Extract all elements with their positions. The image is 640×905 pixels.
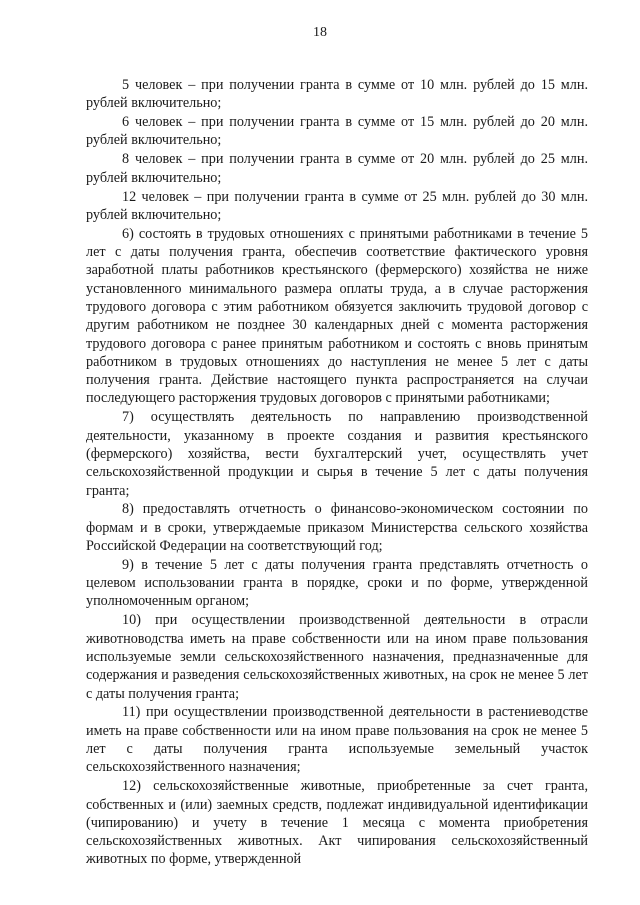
paragraph: 6 человек – при получении гранта в сумме от 15 млн. рублей до 20 млн. рублей включительно; (86, 114, 588, 149)
paragraph: 12 человек – при получении гранта в сумме от 25 млн. рублей до 30 млн. рублей включительно; (86, 188, 588, 223)
paragraph: 8) предоставлять отчетность о финансово-экономическом состоянии по формам и в сроки, утверждаемые приказом Министерства сельского хозяйства Российской Федерации на соответствующий год; (86, 501, 588, 554)
paragraph: 6) состоять в трудовых отношениях с принятыми работниками в течение 5 лет с даты получения гранта, обеспечив соответствие фактического уровня заработной платы работников крестьянского (фермерского) хозяйства не ниже установленного минимального размера оплаты труда, а в случае расторжения трудового договора с этим работником обязуется заключить трудовой договор с другим работником не позднее 30 календарных дней с момента расторжения трудового договора с ранее принятым работником и состоять с вновь принятым работником в трудовых отношениях до наступления не менее 5 лет с даты получения гранта. Действие настоящего пункта распространяется на случаи последующего расторжения трудовых договоров с принятыми работниками; (86, 225, 588, 407)
paragraph: 7) осуществлять деятельность по направлению производственной деятельности, указанному в проекте создания и развития крестьянского (фермерского) хозяйства, вести бухгалтерский учет, осуществлять учет сельскохозяйственной продукции и сырья в течение 5 лет с даты получения гранта; (86, 409, 588, 499)
paragraph: 8 человек – при получении гранта в сумме от 20 млн. рублей до 25 млн. рублей включительно; (86, 151, 588, 186)
paragraph: 12) сельскохозяйственные животные, приобретенные за счет гранта, собственных и (или) заемных средств, подлежат индивидуальной идентификации (чипированию) и учету в течение 1 месяца с момента приобретения сельскохозяйственных животных. Акт чипирования сельскохозяйственный животных по форме, утвержденной (86, 778, 588, 868)
paragraph: 9) в течение 5 лет с даты получения гранта представлять отчетность о целевом использовании гранта в порядке, сроки и по форме, утвержденной уполномоченным органом; (86, 556, 588, 610)
paragraph: 5 человек – при получении гранта в сумме от 10 млн. рублей до 15 млн. рублей включительно; (86, 77, 588, 112)
paragraph: 11) при осуществлении производственной деятельности в растениеводстве иметь на праве собственности или на ином праве пользования на срок не менее 5 лет с даты получения гранта используемые земельный участок сельскохозяйственного назначения; (86, 704, 588, 776)
document-body (86, 76, 588, 869)
page-number: 18 (313, 25, 327, 40)
paragraph: 10) при осуществлении производственной деятельности в отрасли животноводства иметь на праве собственности или на ином праве пользования используемые земли сельскохозяйственного назначения, предназначенные для содержания и разведения сельскохозяйственных животных, на срок не менее 5 лет с даты получения гранта; (86, 612, 588, 702)
